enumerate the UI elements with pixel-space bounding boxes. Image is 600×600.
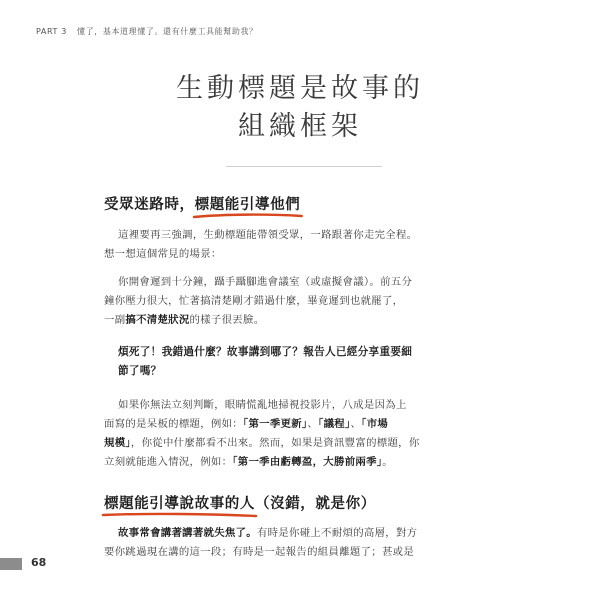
bold-phrase: 「第一季由虧轉盈，大勝前兩季」	[232, 456, 383, 468]
bold-phrase: 「議程」	[318, 418, 351, 430]
paragraph-text: 這裡要再三強調，生動標題能帶領受眾，一路跟著你走完全程。	[118, 229, 418, 241]
page-edge-tab	[0, 558, 22, 570]
paragraph-line	[104, 311, 428, 330]
header-text: 懂了，基本道理懂了。還有什麼工具能幫助我？	[77, 27, 258, 36]
paragraph-line: 想一想這個常見的場景：	[104, 248, 222, 260]
title-line-1: 生動標題是故事的	[176, 73, 424, 104]
paragraph-text: 一副	[104, 314, 126, 326]
paragraph-4	[104, 524, 428, 562]
paragraph-text: 。	[382, 456, 393, 468]
paragraph-text: 如果你無法立刻判斷，眼睛慌亂地掃視投影片，八成是因為上	[118, 399, 407, 411]
paragraph-line	[104, 273, 428, 292]
bold-phrase: 故事常會講著講著就失焦了。	[118, 527, 257, 539]
paragraph-line: 鐘你壓力很大，忙著搞清楚剛才錯過什麼，畢竟遲到也就罷了，	[104, 295, 404, 307]
paragraph-line	[104, 415, 428, 434]
title-line-2: 組織框架	[238, 111, 362, 142]
chapter-title	[0, 70, 600, 146]
paragraph-text: 的樣子很丟臉。	[189, 314, 265, 326]
section-heading-2-highlight: 標題能引導說故事的人	[104, 496, 255, 512]
paragraph-line	[104, 434, 428, 453]
underline-stroke	[193, 212, 303, 220]
paragraph-1	[104, 226, 428, 264]
paragraph-text: ，你從中什麼都看不出來。然而，如果是資訊豐富的標題，你	[130, 437, 420, 449]
paragraph-text: 、	[307, 418, 319, 430]
section-heading-1	[104, 193, 300, 214]
part-label: PART 3	[36, 27, 67, 36]
paragraph-text: 、	[350, 418, 362, 430]
paragraph-text: 立刻就能進入情況，例如：	[104, 456, 233, 468]
paragraph-3	[104, 396, 428, 472]
paragraph-2	[104, 273, 428, 330]
paragraph-line	[104, 453, 428, 472]
section-heading-2	[104, 492, 376, 513]
running-header	[36, 26, 258, 37]
underline-stroke	[102, 511, 257, 519]
paragraph-text: 有時是你碰上不耐煩的高層，對方	[256, 527, 418, 539]
quote-line: 節了嗎？	[118, 365, 162, 377]
pull-quote	[118, 343, 434, 381]
page-number: 68	[31, 556, 47, 569]
bold-phrase: 規模」	[104, 437, 131, 449]
bold-phrase: 「第一季更新」	[242, 418, 308, 430]
title-divider	[226, 166, 382, 167]
paragraph-line: 要你跳過現在講的這一段；有時是一起報告的組員離題了；甚或是	[104, 546, 415, 558]
highlighted-phrase	[104, 492, 255, 513]
quote-line: 煩死了！我錯過什麼？故事講到哪了？報告人已經分享重要細	[118, 346, 413, 358]
section-heading-1-pre: 受眾迷路時，	[104, 197, 195, 213]
bold-phrase: 「市場	[361, 418, 389, 430]
paragraph-text: 你開會遲到十分鐘，躡手躡腳進會議室（或虛擬會議）。前五分	[118, 276, 413, 288]
section-heading-2-post: （沒錯，就是你）	[255, 496, 376, 512]
paragraph-line	[104, 524, 428, 543]
bold-phrase: 搞不清楚狀況	[125, 314, 190, 326]
paragraph-line	[104, 396, 428, 415]
highlighted-phrase	[195, 193, 301, 214]
section-heading-1-highlight: 標題能引導他們	[194, 197, 301, 213]
paragraph-line	[104, 226, 428, 245]
paragraph-text: 面寫的是呆板的標題，例如：	[104, 418, 243, 430]
